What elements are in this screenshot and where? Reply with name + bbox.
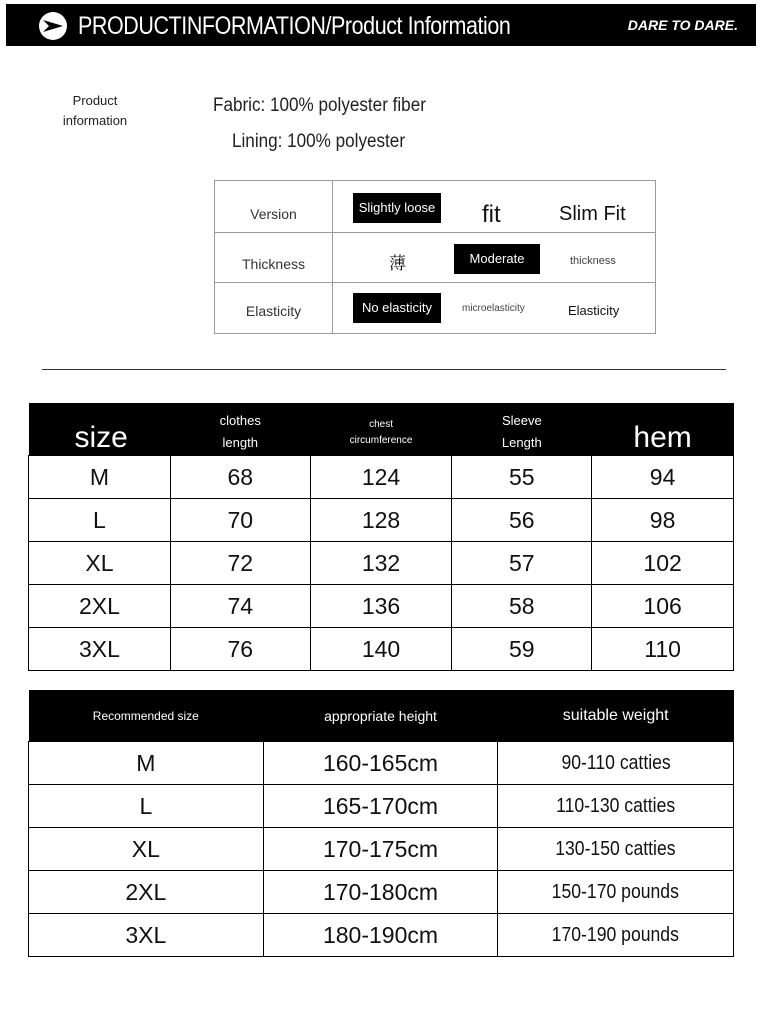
header-recommended-size: Recommended size	[29, 690, 264, 742]
table-row: XL 72 132 57 102	[29, 542, 734, 585]
brand-logo-icon	[39, 12, 67, 40]
elasticity-label: Elasticity	[245, 303, 302, 319]
table-row: 3XL 76 140 59 110	[29, 628, 734, 671]
version-option-fit: fit	[482, 201, 501, 228]
table-row: 3XL 180-190cm 170-190 pounds	[29, 914, 734, 957]
table-row: L 70 128 56 98	[29, 499, 734, 542]
elasticity-option-micro: microelasticity	[462, 303, 525, 314]
header-length-line2: length	[222, 435, 258, 450]
elasticity-selected: No elasticity	[353, 293, 441, 323]
recommendation-table-header	[29, 690, 734, 742]
section-divider	[42, 369, 726, 370]
fabric-text: Fabric: 100% polyester fiber	[213, 95, 426, 116]
thickness-option-thick: thickness	[570, 255, 616, 267]
product-info-label: Product information	[62, 93, 128, 128]
attributes-table	[214, 180, 656, 334]
header-chest-line1: chest	[369, 419, 393, 430]
brand-slogan: DARE TO DARE.	[627, 17, 738, 33]
thickness-option-thin: 薄	[389, 254, 406, 273]
header-sleeve-line2: Length	[501, 435, 542, 450]
header-weight: suitable weight	[498, 690, 734, 742]
table-row: 2XL 74 136 58 106	[29, 585, 734, 628]
version-option-slim-fit: Slim Fit	[559, 203, 626, 225]
size-table	[28, 403, 734, 671]
table-row: L 165-170cm 110-130 catties	[29, 785, 734, 828]
header-height: appropriate height	[263, 690, 498, 742]
elasticity-option-elastic: Elasticity	[568, 303, 620, 318]
header-bar	[6, 4, 756, 46]
version-selected: Slightly loose	[353, 193, 441, 223]
version-label: Version	[250, 206, 297, 222]
page-title: PRODUCTINFORMATION/Product Information	[78, 12, 511, 40]
table-row: XL 170-175cm 130-150 catties	[29, 828, 734, 871]
thickness-label: Thickness	[241, 256, 306, 272]
lining-text: Lining: 100% polyester	[232, 131, 406, 152]
header-sleeve-line1: Sleeve	[501, 413, 542, 428]
size-table-header	[29, 403, 734, 456]
table-row: 2XL 170-180cm 150-170 pounds	[29, 871, 734, 914]
table-row: M 68 124 55 94	[29, 456, 734, 499]
header-size: size	[74, 421, 128, 454]
header-length-line1: clothes	[219, 413, 261, 428]
header-hem: hem	[633, 421, 692, 454]
table-row: M 160-165cm 90-110 catties	[29, 742, 734, 785]
thickness-selected: Moderate	[454, 244, 540, 274]
recommendation-table	[28, 690, 734, 957]
header-chest-line2: circumference	[349, 435, 413, 446]
